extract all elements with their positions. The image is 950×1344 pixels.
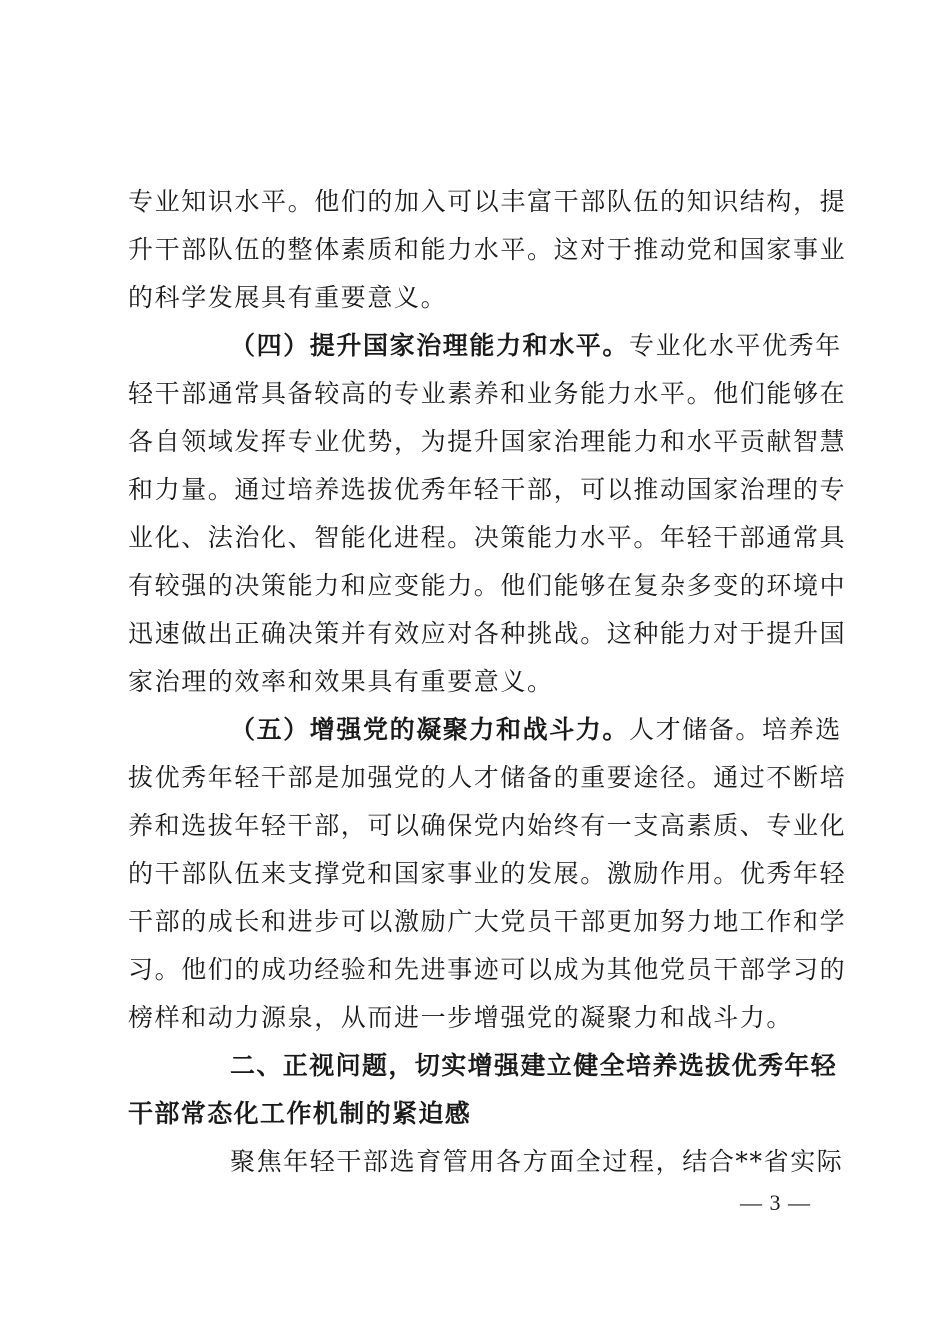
paragraph-2-line-8: 家治理的效率和效果具有重要意义。 [128, 667, 554, 696]
page-number: — 3 — [740, 1190, 811, 1215]
paragraph-2-line-2: 轻干部通常具备较高的专业素养和业务能力水平。他们能够在 [128, 379, 847, 408]
section-heading-line-1: 二、正视问题，切实增强建立健全培养选拔优秀年轻 [230, 1051, 838, 1080]
paragraph-4-line-1: 聚焦年轻干部选育管用各方面全过程，结合**省实际 [230, 1147, 844, 1176]
paragraph-2-line-3: 各自领域发挥专业优势，为提升国家治理能力和水平贡献智慧 [128, 427, 847, 456]
paragraph-3-line-5: 干部的成长和进步可以激励广大党员干部更加努力地工作和学 [128, 907, 847, 936]
paragraph-3-line-1 [230, 713, 842, 747]
paragraph-3-line-4: 的干部队伍来支撑党和国家事业的发展。激励作用。优秀年轻 [128, 859, 847, 888]
paragraph-3-line-6: 习。他们的成功经验和先进事迹可以成为其他党员干部学习的 [128, 955, 847, 984]
paragraph-2-line-5: 业化、法治化、智能化进程。决策能力水平。年轻干部通常具 [128, 523, 847, 552]
paragraph-2-first-rest: 专业化水平优秀年 [629, 331, 842, 360]
paragraph-3-line-2: 拔优秀年轻干部是加强党的人才储备的重要途径。通过不断培 [128, 763, 847, 792]
paragraph-1-line-2: 升干部队伍的整体素质和能力水平。这对于推动党和国家事业 [128, 235, 847, 264]
section-heading-line-2: 干部常态化工作机制的紧迫感 [128, 1099, 472, 1128]
paragraph-3-line-7: 榜样和动力源泉，从而进一步增强党的凝聚力和战斗力。 [128, 1003, 794, 1032]
paragraph-2-line-7: 迅速做出正确决策并有效应对各种挑战。这种能力对于提升国 [128, 619, 847, 648]
paragraph-3-first-rest: 人才储备。培养选 [629, 715, 842, 744]
paragraph-3-bold-lead: （五）增强党的凝聚力和战斗力。 [230, 715, 630, 744]
paragraph-2-line-6: 有较强的决策能力和应变能力。他们能够在复杂多变的环境中 [128, 571, 847, 600]
paragraph-2-line-1 [230, 329, 842, 363]
paragraph-2-bold-lead: （四）提升国家治理能力和水平。 [230, 331, 630, 360]
paragraph-2-line-4: 和力量。通过培养选拔优秀年轻干部，可以推动国家治理的专 [128, 475, 847, 504]
paragraph-3-line-3: 养和选拔年轻干部，可以确保党内始终有一支高素质、专业化 [128, 811, 847, 840]
paragraph-1-line-1: 专业知识水平。他们的加入可以丰富干部队伍的知识结构，提 [128, 187, 847, 216]
paragraph-1-line-3: 的科学发展具有重要意义。 [128, 283, 448, 312]
